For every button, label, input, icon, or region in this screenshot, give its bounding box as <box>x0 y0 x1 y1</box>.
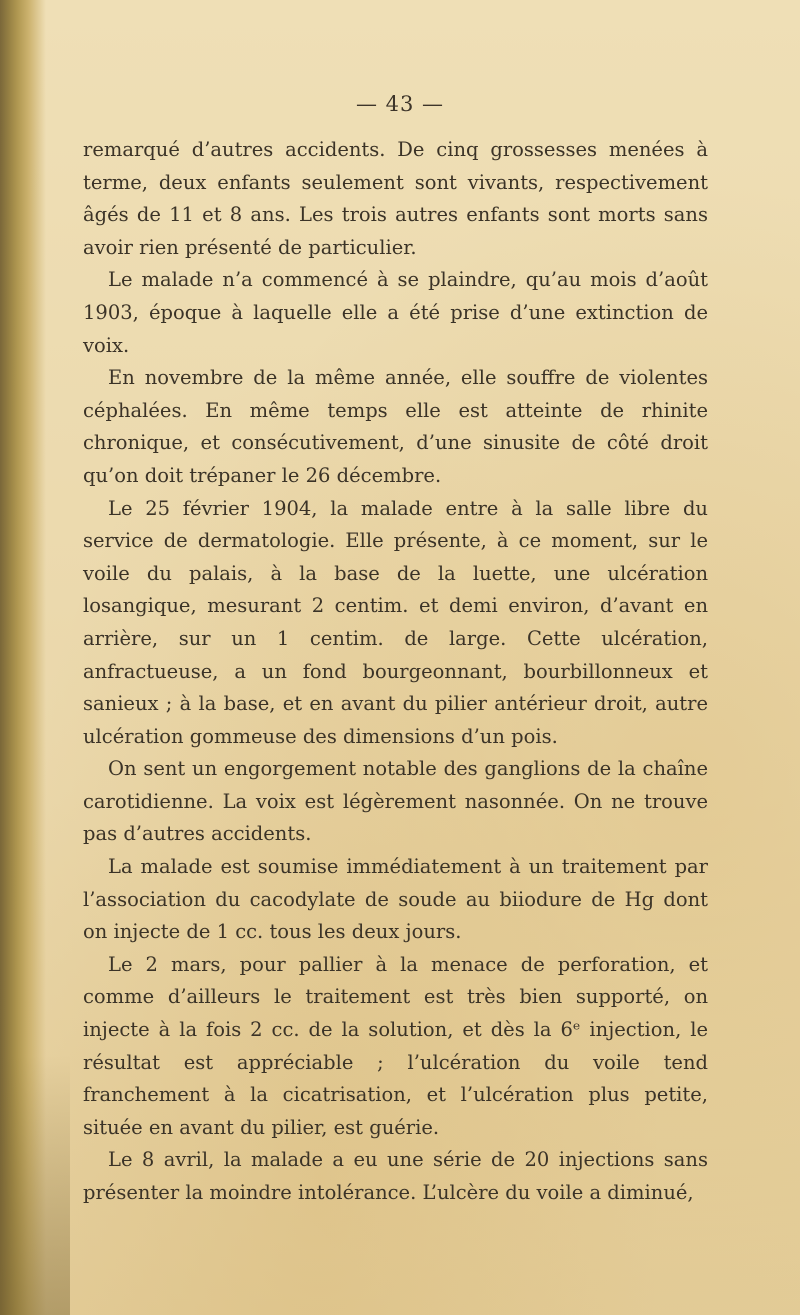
paragraph: En novembre de la même année, elle souffre de violentes céphalées. En même temps elle est atteinte de rhinite chronique, et consécutivement, d’une sinusite de côté droit qu’on doit trépaner le 26 décembre. <box>83 366 708 487</box>
paragraph: Le 8 avril, la malade a eu une série de 20 injections sans présenter la moindre intolérance. L’ulcère du voile a diminué, <box>83 1148 708 1204</box>
paragraph: On sent un engorgement notable des ganglions de la chaîne carotidienne. La voix est légèrement nasonnée. On ne trouve pas d’autres accidents. <box>83 757 708 846</box>
paragraph: La malade est soumise immédiatement à un traitement par l’association du cacodylate de soude au biiodure de Hg dont on injecte de 1 cc. tous les deux jours. <box>83 855 708 944</box>
page-edge-stain <box>0 1055 70 1315</box>
paragraph: remarqué d’autres accidents. De cinq grossesses menées à terme, deux enfants seulement sont vivants, respectivement âgés de 11 et 8 ans. Les trois autres enfants sont morts sans avoir rien présenté de particulier. <box>83 138 708 259</box>
page-number: — 43 — <box>355 92 445 116</box>
body-text <box>83 134 708 1210</box>
paragraph: Le malade n’a commencé à se plaindre, qu’au mois d’août 1903, époque à laquelle elle a été prise d’une extinction de voix. <box>83 268 708 357</box>
paragraph: Le 25 février 1904, la malade entre à la salle libre du service de dermatologie. Elle présente, à ce moment, sur le voile du palais, à la base de la luette, une ulcération losangique, mesurant 2 centim. et demi environ, d’avant en arrière, sur un 1 centim. de large. Cette ulcération, anfractueuse, a un fond bourgeonnant, bourbillonneux et sanieux ; à la base, et en avant du pilier antérieur droit, autre ulcération gommeuse des dimensions d’un pois. <box>83 496 708 748</box>
paragraph: Le 2 mars, pour pallier à la menace de perforation, et comme d’ailleurs le traitement est très bien supporté, on injecte à la fois 2 cc. de la solution, et dès la 6ᵉ injection, le résultat est appréciable ; l’ulcération du voile tend franchement à la cicatrisation, et l’ulcération plus petite, située en avant du pilier, est guérie. <box>83 952 708 1139</box>
